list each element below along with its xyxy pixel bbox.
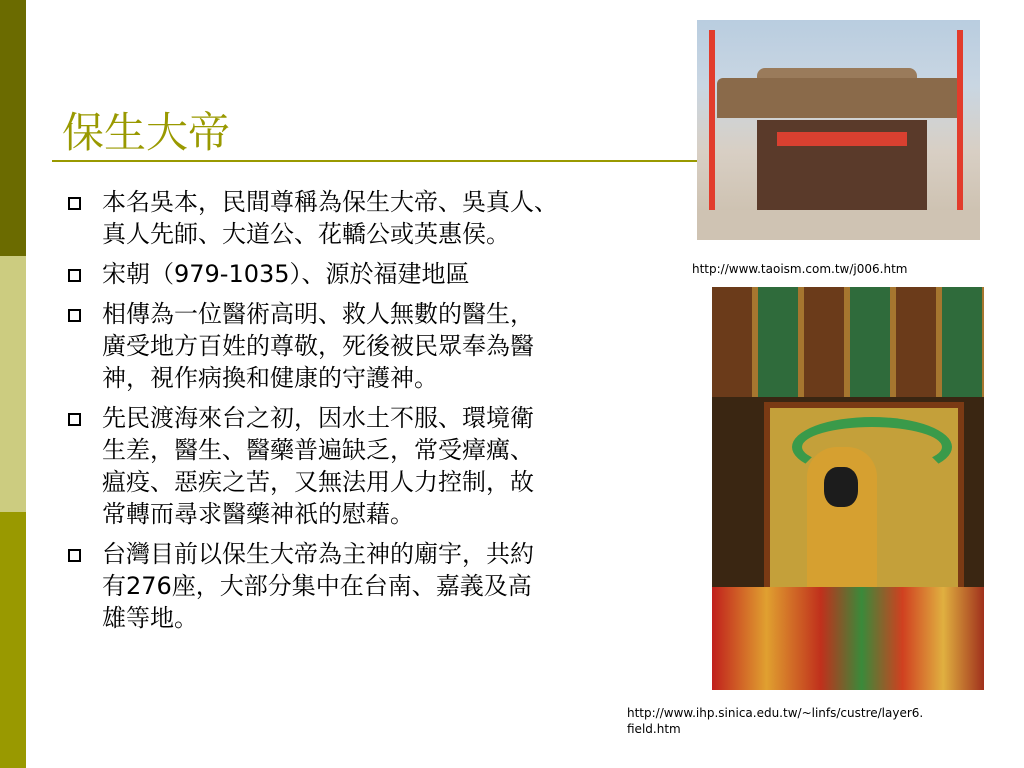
deity-face: [824, 467, 858, 507]
bullet-list: [62, 186, 642, 642]
flag-pole-left: [709, 30, 715, 220]
carved-frieze: [712, 287, 984, 397]
flag-pole-right: [957, 30, 963, 220]
temple-sign: [777, 132, 907, 146]
temple-ground: [697, 210, 980, 240]
photo2-source-caption: http://www.ihp.sinica.edu.tw/~linfs/custre/layer6. field.htm: [627, 706, 924, 736]
bullet-item-2: 宋朝（979-1035）、源於福建地區: [62, 258, 642, 290]
temple-roof: [717, 78, 962, 118]
square-bullet-icon: [68, 309, 81, 322]
square-bullet-icon: [68, 197, 81, 210]
title-divider: [52, 160, 700, 162]
altar-offerings: [712, 587, 984, 690]
bullet-item-1: 本名吳本，民間尊稱為保生大帝、吳真人、 真人先師、大道公、花轎公或英惠侯。: [62, 186, 642, 250]
shrine-interior-photo: [712, 287, 984, 690]
photo1-source-caption: http://www.taoism.com.tw/j006.htm: [692, 262, 908, 276]
side-strip-middle: [0, 256, 26, 512]
bullet-item-5: 台灣目前以保生大帝為主神的廟宇，共約 有276座，大部分集中在台南、嘉義及高 雄等地。: [62, 538, 642, 634]
bullet-item-4: 先民渡海來台之初，因水土不服、環境衛 生差，醫生、醫藥普遍缺乏，常受瘴癘、 瘟疫、惡疾之苦，又無法用人力控制，故 常轉而尋求醫藥神祇的慰藉。: [62, 402, 642, 530]
side-strip-top: [0, 0, 26, 256]
square-bullet-icon: [68, 413, 81, 426]
side-strip-bottom: [0, 512, 26, 768]
square-bullet-icon: [68, 269, 81, 282]
temple-gate-photo: [697, 20, 980, 240]
slide-title: 保生大帝: [62, 108, 231, 157]
bullet-item-3: 相傳為一位醫術高明、救人無數的醫生， 廣受地方百姓的尊敬，死後被民眾奉為醫 神，視作病換和健康的守護神。: [62, 298, 642, 394]
square-bullet-icon: [68, 549, 81, 562]
